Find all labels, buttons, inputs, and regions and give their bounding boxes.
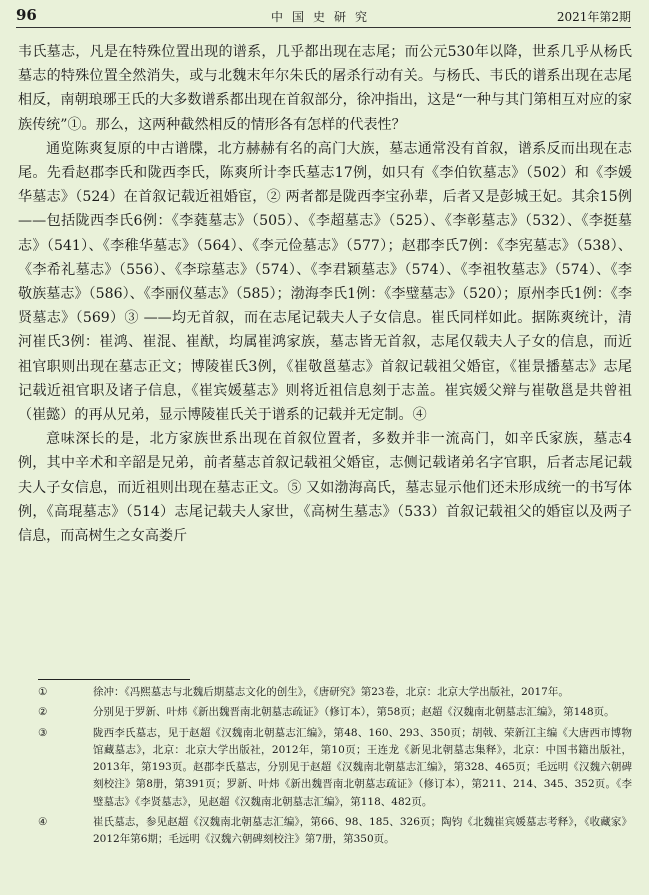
footnote-rule — [38, 679, 190, 680]
footnote-marker: ④ — [38, 816, 48, 829]
footnote-marker: ③ — [38, 726, 48, 739]
footnote — [38, 684, 632, 701]
footnote-text: 徐冲：《冯熙墓志与北魏后期墓志文化的创生》，《唐研究》第23卷，北京：北京大学出版社，2017年。 — [93, 686, 569, 698]
paragraph: 意味深长的是，北方家族世系出现在首叙位置者，多数并非一流高门，如辛氏家族，墓志4例，其中辛术和辛韶是兄弟，前者墓志首叙记载祖父婚宦，志侧记载诸弟名字官职，后者志尾记载夫人子女信息，而近祖则出现在墓志正文。⑤ 又如渤海高氏，墓志显示他们还未形成统一的书写体例，《高琨墓志》（514）志尾记载夫人家世，《高树生墓志》（533）首叙记载祖父的婚宦以及两子信息，而高树生之女高娄斤 — [18, 431, 632, 545]
article-body — [18, 40, 632, 548]
journal-title: 中国史研究 — [270, 10, 376, 24]
footnote-marker: ① — [38, 686, 48, 698]
paragraph: 韦氏墓志，凡是在特殊位置出现的谱系，几乎都出现在志尾；而公元530年以降，世系几乎从杨氏墓志的特殊位置全然消失，或与北魏末年尔朱氏的屠杀行动有关。与杨氏、韦氏的谱系出现在志尾相反，南朝琅琊王氏的大多数谱系都出现在首叙部分，徐冲指出，这是“一种与其门第相互对应的家族传统”①。那么，这两种截然相反的情形各有怎样的代表性？ — [18, 44, 632, 133]
footnotes — [38, 684, 632, 852]
footnote-marker: ② — [38, 706, 48, 719]
footnote — [38, 725, 632, 811]
page-header — [16, 6, 631, 26]
footnote — [38, 814, 632, 849]
footnote-text: 分别见于罗新、叶炜《新出魏晋南北朝墓志疏证》（修订本），第58页；赵超《汉魏南北朝墓志汇编》，第148页。 — [93, 706, 615, 719]
footnote-text: 陇西李氏墓志，见于赵超《汉魏南北朝墓志汇编》，第48、160、293、350页；胡戟、荣新江主编《大唐西市博物馆藏墓志》，北京：北京大学出版社，2012年，第10页；王连龙《新见北朝墓志集释》，北京：中国书籍出版社，2013年，第193页。赵郡李氏墓志，分别见于赵超《汉魏南北朝墓志汇编》，第328、465页；毛远明《汉魏六朝碑刻校注》第8册，第391页；罗新、叶炜《新出魏晋南北朝墓志疏证》（修订本），第211、214、345、352页。《李璧墓志》《李贤墓志》，见赵超《汉魏南北朝墓志汇编》，第118、482页。 — [93, 726, 632, 808]
issue-label: 2021年第2期 — [556, 10, 631, 24]
page-number: 96 — [16, 6, 37, 24]
paragraph: 通览陈爽复原的中古谱牒，北方赫赫有名的高门大族，墓志通常没有首叙，谱系反而出现在志尾。先看赵郡李氏和陇西李氏，陈爽所计李氏墓志17例，如只有《李伯钦墓志》（502）和《李媛华墓志》（524）在首叙记载近祖婚宦，② 两者都是陇西李宝孙辈，后者又是彭城王妃。其余15例——包括陇西李氏6例：《李蕤墓志》（505）、《李超墓志》（525）、《李彰墓志》（532）、《李挺墓志》（541）、《李稚华墓志》（564）、《李元俭墓志》（577）；赵郡李氏7例：《李宪墓志》（538）、《李希礼墓志》（556）、《李琮墓志》（574）、《李君颖墓志》（574）、《李祖牧墓志》（574）、《李敬族墓志》（586）、《李丽仪墓志》（585）；渤海李氏1例：《李璧墓志》（520）；原州李氏1例：《李贤墓志》（569）③ ——均无首叙，而在志尾记载夫人子女信息。崔氏同样如此。据陈爽统计，清河崔氏3例：崔鸿、崔混、崔猷，均属崔鸿家族，墓志皆无首叙，志尾仅载夫人子女的信息，而近祖官职则出现在墓志正文；博陵崔氏3例，《崔敬邕墓志》首叙记载祖父婚宦，《崔景播墓志》志尾记载近祖官职及诸子信息，《崔宾媛墓志》则将近祖信息刻于志盖。崔宾媛父辩与崔敬邕是共曾祖（崔懿）的再从兄弟，显示博陵崔氏关于谱系的记载并无定制。④ — [18, 140, 632, 424]
footnote-text: 崔氏墓志，参见赵超《汉魏南北朝墓志汇编》，第66、98、185、326页；陶钧《北魏崔宾媛墓志考释》，《收藏家》2012年第6期；毛远明《汉魏六朝碑刻校注》第7册，第350页。 — [93, 816, 632, 846]
header-rule — [16, 27, 631, 28]
footnote — [38, 704, 632, 721]
